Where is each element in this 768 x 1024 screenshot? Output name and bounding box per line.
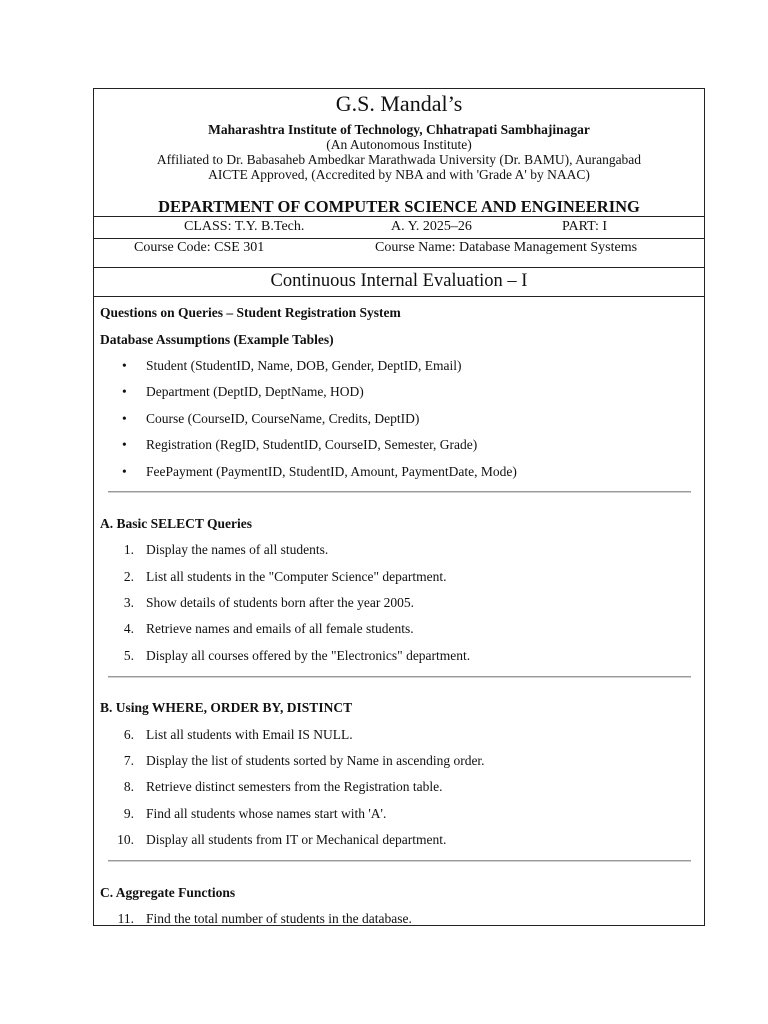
autonomous-note: (An Autonomous Institute) xyxy=(326,137,472,152)
approval-text: AICTE Approved, (Accredited by NBA and with 'Grade A' by NAAC) xyxy=(208,167,590,182)
section-divider xyxy=(108,491,691,493)
institute-name: Maharashtra Institute of Technology, Chhatrapati Sambhajinagar xyxy=(208,122,590,137)
course-name: Course Name: Database Management Systems xyxy=(375,240,638,255)
bullet-icon: • xyxy=(122,411,127,426)
course-code: Course Code: CSE 301 xyxy=(134,240,265,255)
section-b-title: B. Using WHERE, ORDER BY, DISTINCT xyxy=(100,700,353,715)
course-row xyxy=(94,239,704,268)
bullet-icon: • xyxy=(122,464,127,479)
academic-year: A. Y. 2025–26 xyxy=(391,219,472,234)
document-page: G.S. Mandal’s Maharashtra Institute of Technology, Chhatrapati Sambhajinagar (An Autonomous Institute) Affiliated to Dr. Babasaheb Ambedkar Marathwada University (Dr. BAMU), Aurangabad AICTE Approved, (Accredited by NBA and with 'Grade A' by NAAC) DEPARTMENT OF COMPUTER SCIENCE AND ENGINEERING CLASS: T.Y. B.Tech. A. Y. 2025–26 PART: I Course Code: CSE 301 Course Name: Database Management Systems Continuous Internal Evaluation – I Questions on Queries – Student Registration System Database Assumptions (Example Tables) • Student (StudentID, Name, DOB, Gender, DeptID, Email) • Department (DeptID, DeptName, HOD) • Course (CourseID, CourseName, Credits, DeptID) • Registration (RegID, StudentID, CourseID, Semester, Grade) • FeePayment (PaymentID, StudentID, Amount, PaymentDate, Mode) A. Basic SELECT Queries 1. Display the names of all students. 2. List all students in the "Computer Science" department. 3. Show details of students born after the year 2005. 4. Retrieve names and emails of all female students. 5. Display all courses offered by the "Electronics" department. B. Using WHERE, ORDER BY, DISTINCT 6. List all students with Email IS NULL. 7. Display the list of students sorted by Name in ascending order. 8. Retrieve distinct semesters from the Registration table. 9. Find all students whose names start with 'A'. 10. Display all students from IT or Mechanical department. C. Aggregate Functions 11. Find the total number of students in the database. xyxy=(93,88,705,926)
section-divider xyxy=(108,860,691,862)
section-c-title: C. Aggregate Functions xyxy=(100,885,236,900)
table-list-item: • Department (DeptID, DeptName, HOD) xyxy=(122,384,364,399)
department-name: DEPARTMENT OF COMPUTER SCIENCE AND ENGINEERING xyxy=(158,197,640,216)
questions-heading: Questions on Queries – Student Registration System xyxy=(100,305,401,320)
affiliation-text: Affiliated to Dr. Babasaheb Ambedkar Marathwada University (Dr. BAMU), Aurangabad xyxy=(156,152,642,167)
table-list-item: • Course (CourseID, CourseName, Credits, DeptID) xyxy=(122,411,420,426)
assumptions-heading: Database Assumptions (Example Tables) xyxy=(100,332,334,347)
page-title: G.S. Mandal’s xyxy=(335,91,463,116)
bullet-icon: • xyxy=(122,384,127,399)
section-divider xyxy=(108,676,691,678)
bullet-icon: • xyxy=(122,358,127,373)
section-a-title: A. Basic SELECT Queries xyxy=(100,516,253,531)
part-label: PART: I xyxy=(562,219,608,234)
table-list-item: • FeePayment (PaymentID, StudentID, Amount, PaymentDate, Mode) xyxy=(122,464,517,479)
class-label: CLASS: T.Y. B.Tech. xyxy=(184,219,305,234)
bullet-icon: • xyxy=(122,437,127,452)
table-list-item: • Registration (RegID, StudentID, CourseID, Semester, Grade) xyxy=(122,437,478,452)
class-row xyxy=(94,217,704,239)
document-header xyxy=(94,89,704,217)
table-list-item: • Student (StudentID, Name, DOB, Gender, DeptID, Email) xyxy=(122,358,462,373)
evaluation-title: Continuous Internal Evaluation – I xyxy=(94,268,704,297)
